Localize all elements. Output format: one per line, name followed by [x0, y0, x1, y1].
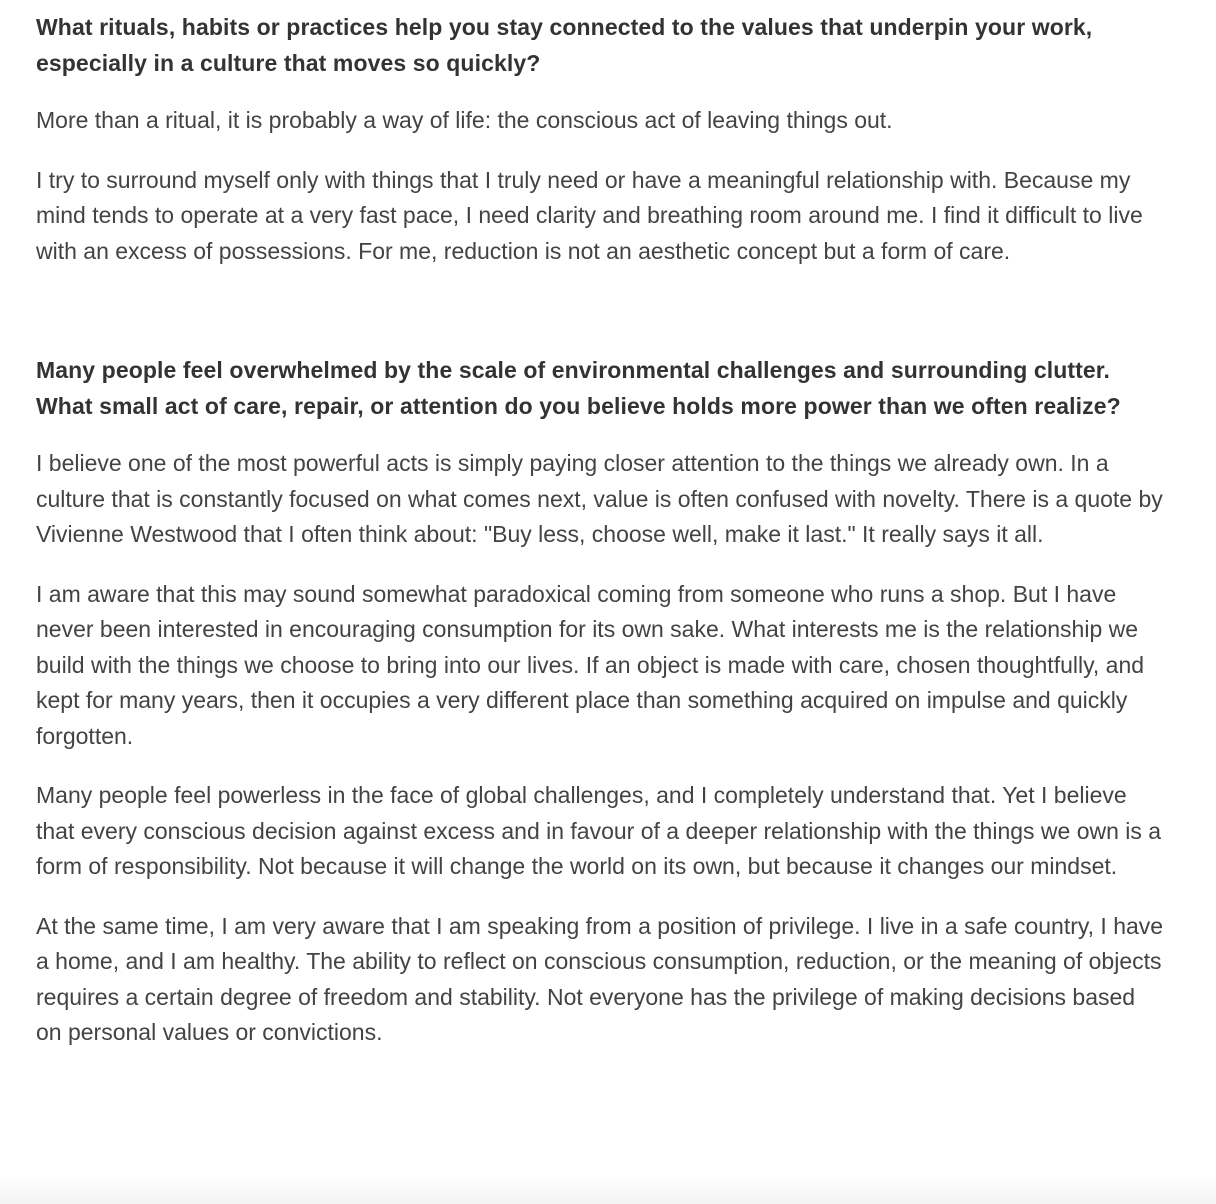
answer-paragraph: At the same time, I am very aware that I am speaking from a position of privilege. I live in a safe country, I have a home, and I am healthy. The ability to reflect on conscious consumption, reduction, or the meaning of objects requires a certain degree of freedom and stability. Not everyone has the privilege of making decisions based on personal values or convictions. [36, 912, 1164, 1045]
interview-question-2: Many people feel overwhelmed by the scale of environmental challenges and surrounding clutter. What small act of care, repair, or attention do you believe holds more power than we often realize? [36, 357, 1121, 419]
answer-paragraph: I try to surround myself only with things that I truly need or have a meaningful relationship with. Because my mind tends to operate at a very fast pace, I need clarity and breathing room around me. I find it difficult to live with an excess of possessions. For me, reduction is not an aesthetic concept but a form of care. [36, 166, 1143, 264]
answer-paragraph: More than a ritual, it is probably a way of life: the conscious act of leaving things out. [36, 107, 893, 133]
answer-paragraph: I am aware that this may sound somewhat paradoxical coming from someone who runs a shop. But I have never been interested in encouraging consumption for its own sake. What interests me is the relationship we build with the things we choose to bring into our lives. If an object is made with care, chosen thoughtfully, and kept for many years, then it occupies a very different place than something acquired on impulse and quickly forgotten. [36, 580, 1145, 749]
bottom-fade-overlay [0, 1174, 1216, 1204]
answer-paragraph: I believe one of the most powerful acts is simply paying closer attention to the things we already own. In a culture that is constantly focused on what comes next, value is often confused with novelty. There is a quote by Vivienne Westwood that I often think about: "Buy less, choose well, make it last." It really says it all. [36, 450, 1163, 547]
answer-paragraph: Many people feel powerless in the face of global challenges, and I completely understand that. Yet I believe that every conscious decision against excess and in favour of a deeper relationship with the things we own is a form of responsibility. Not because it will change the world on its own, but because it changes our mindset. [36, 782, 1162, 879]
interview-article [36, 10, 1166, 1075]
section-spacer [36, 293, 1166, 353]
interview-question-1: What rituals, habits or practices help you stay connected to the values that underpin your work, especially in a culture that moves so quickly? [36, 14, 1093, 76]
